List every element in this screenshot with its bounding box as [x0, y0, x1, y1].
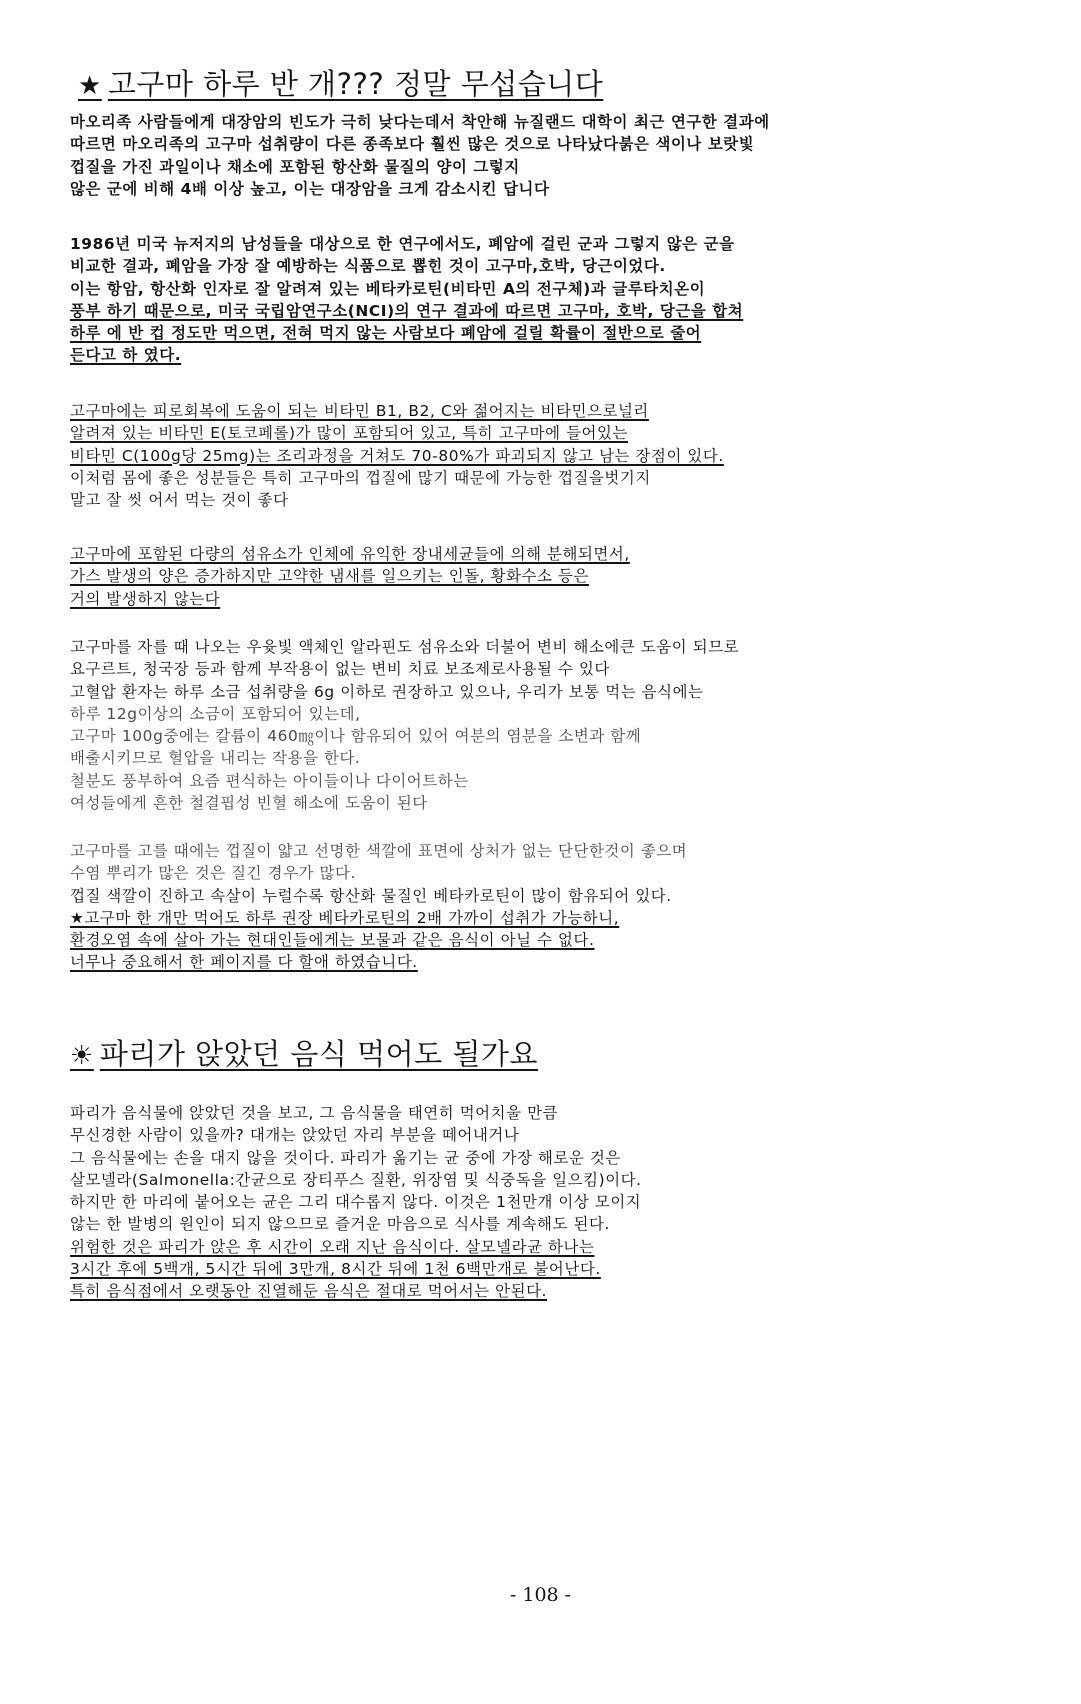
text-line: 하지만 한 마리에 붙어오는 균은 그리 대수롭지 않다. 이것은 1천만개 이상 모이지: [70, 1193, 642, 1212]
text-line: 비교한 결과, 폐암을 가장 잘 예방하는 식품으로 뽑힌 것이 고구마,호박, 당근이었다.: [70, 257, 666, 276]
text-line: 거의 발생하지 않는다: [70, 589, 221, 608]
paragraph-vitamins: [70, 400, 970, 511]
page-number: - 108 -: [509, 1584, 572, 1606]
text-line: 이처럼 몸에 좋은 성분들은 특히 고구마의 껍질에 많기 때문에 가능한 껍질을벗기지: [70, 468, 651, 487]
text-line: 하루 에 반 컵 정도만 먹으면, 전혀 먹지 않는 사람보다 폐암에 걸릴 확률이 절반으로 줄어: [70, 324, 702, 343]
text-line: 철분도 풍부하여 요즘 편식하는 아이들이나 다이어트하는: [70, 771, 469, 790]
text-line: 파리가 음식물에 앉았던 것을 보고, 그 음식물을 태연히 먹어치울 만큼: [70, 1104, 559, 1122]
text-line: 고구마를 고를 때에는 껍질이 얇고 선명한 색깔에 표면에 상처가 없는 단단한것이 좋으며: [70, 842, 688, 860]
text-line: ★고구마 한 개만 먹어도 하루 권장 베타카로틴의 2배 가까이 섭취가 가능하니,: [70, 908, 620, 927]
text-line: 고구마에는 피로회복에 도움이 되는 비타민 B1, B2, C와 젊어지는 비타민으로널리: [70, 402, 649, 420]
text-line: 고구마에 포함된 다량의 섬유소가 인체에 유익한 장내세균들에 의해 분해되면서,: [70, 545, 630, 563]
text-line: 않은 군에 비해 4배 이상 높고, 이는 대장암을 크게 감소시킨 답니다: [70, 179, 550, 198]
text-line: 마오리족 사람들에게 대장암의 빈도가 극히 낮다는데서 착안해 뉴질랜드 대학이 최근 연구한 결과에: [70, 113, 770, 131]
text-line: 이는 항암, 항산화 인자로 잘 알려져 있는 베타카로틴(비타민 A의 전구체)과 글루타치온이: [70, 279, 706, 298]
paragraph-constipation-blood-pressure: [70, 636, 970, 814]
text-line: 위험한 것은 파리가 앉은 후 시간이 오래 지난 음식이다. 살모넬라균 하나는: [70, 1237, 595, 1256]
text-line: 말고 잘 씻 어서 먹는 것이 좋다: [70, 491, 289, 510]
text-line: 고구마를 자를 때 나오는 우윳빛 액체인 알라핀도 섬유소와 더불어 변비 해소에큰 도움이 되므로: [70, 638, 740, 656]
paragraph-selection-tips: [70, 840, 970, 974]
paragraph-fiber: [70, 543, 970, 610]
sun-icon: ☀: [70, 1041, 94, 1071]
section-title-text: 고구마 하루 반 개??? 정말 무섭습니다: [107, 67, 604, 101]
text-line: 무신경한 사람이 있을까? 대개는 앉았던 자리 부분을 떼어내거나: [70, 1126, 520, 1145]
text-line: 않는 한 발병의 원인이 되지 않으므로 즐거운 마음으로 식사를 계속해도 된다.: [70, 1215, 610, 1234]
text-line: 환경오염 속에 살아 가는 현대인들에게는 보물과 같은 음식이 아닐 수 없다.: [70, 931, 595, 950]
text-line: 배출시키므로 혈압을 내리는 작용을 한다.: [70, 749, 361, 768]
text-line: 3시간 후에 5백개, 5시간 뒤에 3만개, 8시간 뒤에 1천 6백만개로 불어난다.: [70, 1260, 601, 1279]
text-line: 여성들에게 흔한 철결핍성 빈혈 해소에 도움이 된다: [70, 794, 428, 813]
section-title-text: 파리가 앉았던 음식 먹어도 될가요: [99, 1037, 538, 1071]
text-line: 요구르트, 청국장 등과 함께 부작용이 없는 변비 치료 보조제로사용될 수 있다: [70, 660, 610, 679]
text-line: 수염 뿌리가 많은 것은 질긴 경우가 많다.: [70, 864, 356, 883]
star-icon: ★: [78, 71, 102, 101]
text-line: 따르면 마오리족의 고구마 섭취량이 다른 종족보다 훨씬 많은 것으로 나타났다붉은 색이나 보랏빛: [70, 135, 755, 154]
text-line: 알려져 있는 비타민 E(토코페롤)가 많이 포함되어 있고, 특히 고구마에 들어있는: [70, 424, 628, 443]
text-line: 비타민 C(100g당 25mg)는 조리과정을 거쳐도 70-80%가 파괴되지 않고 남는 장점이 있다.: [70, 446, 724, 465]
text-line: 특히 음식점에서 오랫동안 진열해둔 음식은 절대로 먹어서는 안된다.: [70, 1282, 548, 1301]
text-line: 1986년 미국 뉴저지의 남성들을 대상으로 한 연구에서도, 폐암에 걸린 군과 그렇지 않은 군을: [70, 235, 735, 253]
section-title-sweet-potato: [78, 66, 603, 104]
text-line: 든다고 하 였다.: [70, 346, 182, 365]
section-title-fly-food: [70, 1036, 538, 1074]
paragraph-new-jersey-study: [70, 233, 970, 367]
text-line: 풍부 하기 때문으로, 미국 국립암연구소(NCI)의 연구 결과에 따르면 고구마, 호박, 당근을 합쳐: [70, 301, 744, 320]
paragraph-flies: [70, 1102, 970, 1303]
paragraph-maori-study: [70, 111, 970, 200]
text-line: 껍질을 가진 과일이나 채소에 포함된 항산화 물질의 양이 그렇지: [70, 157, 520, 176]
text-line: 살모넬라(Salmonella:간균으로 장티푸스 질환, 위장염 및 식중독을 일으킴)이다.: [70, 1170, 642, 1189]
text-line: 고구마 100g중에는 칼륨이 460㎎이나 함유되어 있어 여분의 염분을 소변과 함께: [70, 727, 642, 746]
text-line: 고혈압 환자는 하루 소금 섭취량을 6g 이하로 권장하고 있으나, 우리가 보통 먹는 음식에는: [70, 682, 704, 701]
text-line: 가스 발생의 양은 증가하지만 고약한 냄새를 일으키는 인돌, 황화수소 등은: [70, 567, 589, 586]
text-line: 그 음식물에는 손을 대지 않을 것이다. 파리가 옮기는 균 중에 가장 해로운 것은: [70, 1148, 621, 1167]
text-line: 껍질 색깔이 진하고 속살이 누럴수록 항산화 물질인 베타카로틴이 많이 함유되어 있다.: [70, 886, 672, 905]
text-line: 너무나 중요해서 한 페이지를 다 할애 하였습니다.: [70, 953, 418, 972]
text-line: 하루 12g이상의 소금이 포함되어 있는데,: [70, 704, 361, 723]
